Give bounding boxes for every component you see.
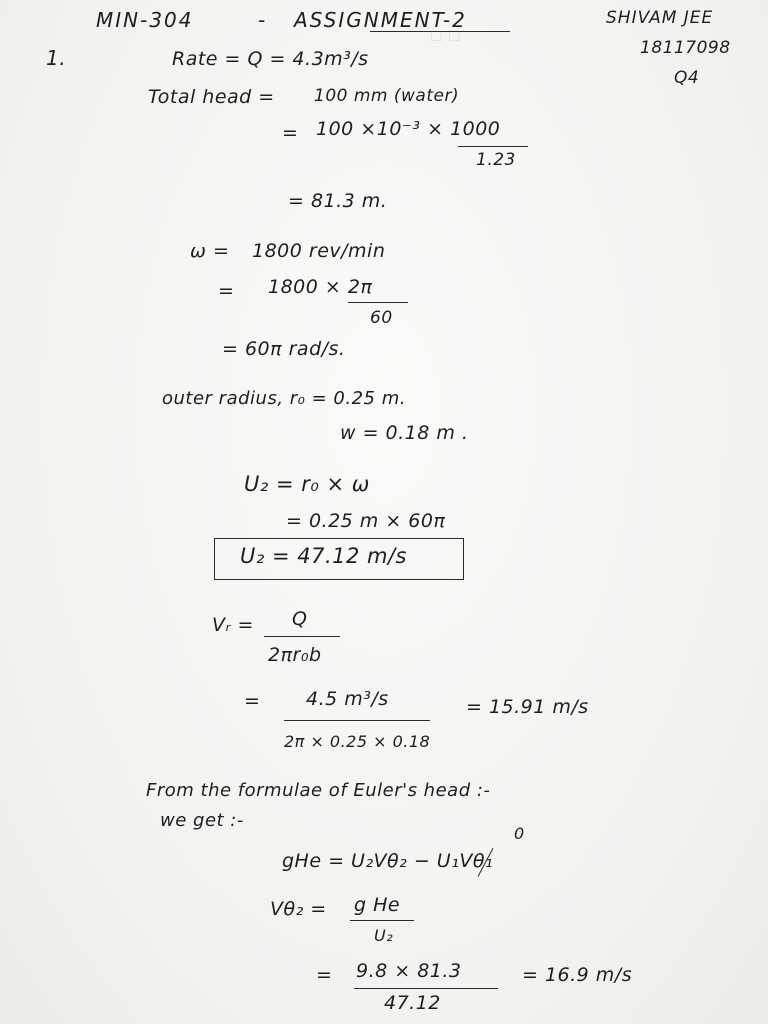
final-numerator: 9.8 × 81.3	[356, 960, 462, 982]
head-result: = 81.3 m.	[288, 190, 388, 212]
bleed-through: ☐ ☐	[430, 29, 462, 45]
omega-conv-numerator: 1800 × 2π	[268, 276, 373, 298]
vr-denominator: 2πr₀b	[268, 644, 322, 666]
header-dash: -	[258, 8, 266, 32]
course-code: MIN-304	[96, 8, 194, 32]
u2-result: U₂ = 47.12 m/s	[240, 544, 408, 568]
u2-formula: U₂ = r₀ × ω	[244, 472, 370, 496]
vr-label: Vᵣ =	[212, 614, 254, 636]
final-fraction-bar	[354, 988, 498, 989]
student-name: SHIVAM JEE	[606, 8, 714, 28]
final-result: = 16.9 m/s	[522, 964, 633, 986]
head-label: Total head =	[148, 86, 275, 108]
vtheta-denominator: U₂	[374, 926, 394, 945]
question-label: Q4	[674, 68, 700, 88]
roll-number: 18117098	[640, 38, 731, 58]
omega-label: ω =	[190, 240, 230, 262]
vr-sub-numerator: 4.5 m³/s	[306, 688, 389, 710]
final-denominator: 47.12	[384, 992, 441, 1014]
omega-fraction-bar	[348, 302, 408, 303]
we-get: we get :-	[160, 810, 244, 831]
assignment-title: ASSIGNMENT-2	[294, 8, 467, 32]
vtheta-numerator: g He	[354, 894, 401, 916]
head-conv-denominator: 1.23	[476, 150, 516, 170]
final-eq: =	[316, 964, 333, 986]
question-number: 1.	[46, 46, 67, 70]
width-line: w = 0.18 m .	[340, 422, 469, 444]
rate-line: Rate = Q = 4.3m³/s	[172, 48, 369, 70]
u2-substitution: = 0.25 m × 60π	[286, 510, 446, 532]
vtheta-fraction-bar	[350, 920, 414, 921]
euler-intro: From the formulae of Euler's head :-	[146, 780, 491, 801]
vr-sub-eq: =	[244, 690, 261, 712]
euler-equation: gHe = U₂Vθ₂ − U₁Vθ₁	[282, 850, 494, 872]
vr-numerator: Q	[292, 608, 308, 630]
omega-result: = 60π rad/s.	[222, 338, 346, 360]
omega-conv-eq: =	[218, 280, 235, 302]
head-fraction-bar	[458, 146, 528, 147]
head-conv-eq: =	[282, 122, 299, 144]
euler-zero-annotation: 0	[514, 824, 525, 843]
vtheta-label: Vθ₂ =	[270, 898, 327, 920]
omega-value: 1800 rev/min	[252, 240, 386, 262]
header-underline	[370, 31, 510, 32]
head-value: 100 mm (water)	[314, 86, 460, 106]
vr-result: = 15.91 m/s	[466, 696, 589, 718]
vr-sub-fraction-bar	[284, 720, 430, 721]
outer-radius-line: outer radius, r₀ = 0.25 m.	[162, 388, 406, 409]
omega-conv-denominator: 60	[370, 308, 393, 328]
vr-sub-denominator: 2π × 0.25 × 0.18	[284, 732, 431, 751]
vr-fraction-bar	[264, 636, 340, 637]
head-conv-numerator: 100 ×10⁻³ × 1000	[316, 118, 501, 140]
